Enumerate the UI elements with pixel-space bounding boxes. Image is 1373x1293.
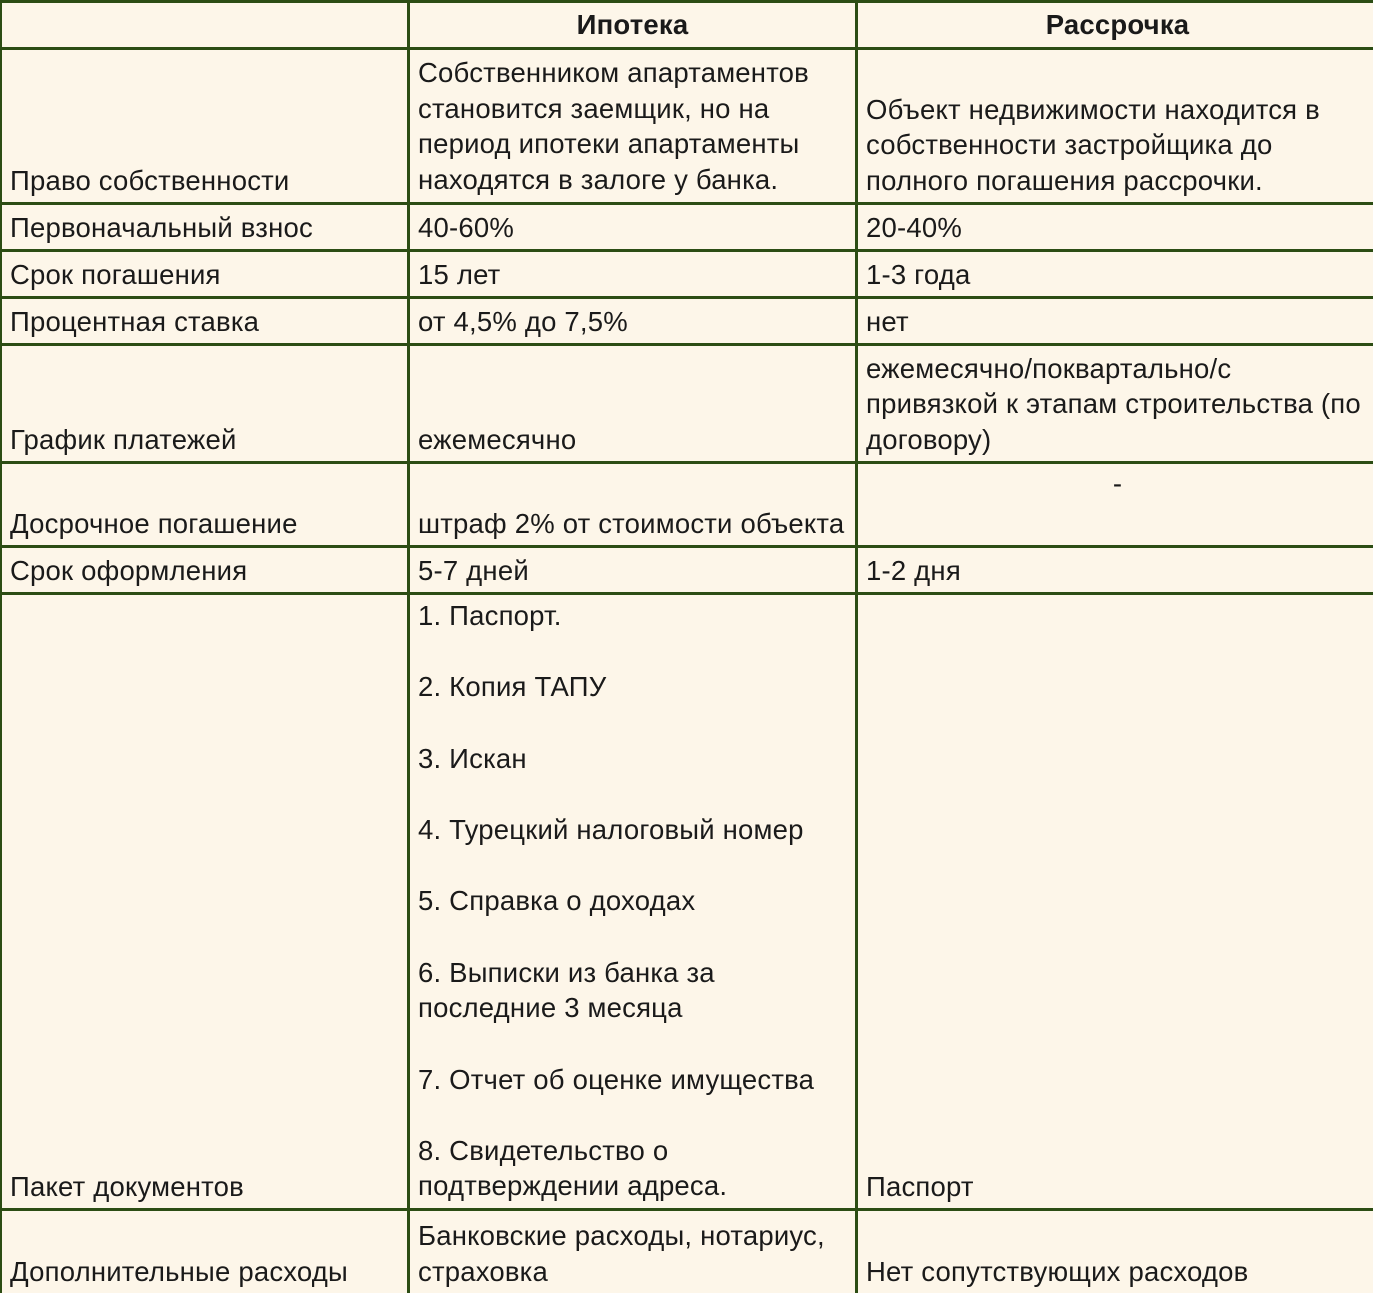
mortgage-interest-rate: от 4,5% до 7,5% <box>410 299 855 343</box>
row-label-payment-schedule: График платежей <box>2 346 407 461</box>
mortgage-repayment-term: 15 лет <box>410 252 855 296</box>
list-item: 8. Свидетельство о подтверждении адреса. <box>418 1134 728 1202</box>
installment-down-payment: 20-40% <box>858 205 1373 249</box>
installment-payment-schedule: ежемесячно/поквартально/с привязкой к этапам строительства (по договору) <box>858 346 1373 461</box>
installment-interest-rate: нет <box>858 299 1373 343</box>
row-label-additional-costs: Дополнительные расходы <box>2 1211 407 1293</box>
list-item: 7. Отчет об оценке имущества <box>418 1063 815 1095</box>
row-label-down-payment: Первоначальный взнос <box>2 205 407 249</box>
list-item: 1. Паспорт. <box>418 600 562 631</box>
row-label-early-repayment: Досрочное погашение <box>2 464 407 545</box>
row-label-repayment-term: Срок погашения <box>2 252 407 296</box>
list-item: 2. Копия ТАПУ <box>418 671 607 703</box>
row-label-ownership: Право собственности <box>2 50 407 202</box>
installment-documents: Паспорт <box>858 595 1373 1208</box>
mortgage-early-repayment: штраф 2% от стоимости объекта <box>410 464 855 545</box>
mortgage-payment-schedule: ежемесячно <box>410 346 855 461</box>
list-item: 5. Справка о доходах <box>418 885 696 917</box>
row-label-interest-rate: Процентная ставка <box>2 299 407 343</box>
row-label-processing-time: Срок оформления <box>2 548 407 592</box>
installment-early-repayment: - <box>858 464 1373 545</box>
list-item: 6. Выписки из банка за последние 3 месяца <box>418 956 715 1024</box>
mortgage-processing-time: 5-7 дней <box>410 548 855 592</box>
installment-processing-time: 1-2 дня <box>858 548 1373 592</box>
list-item: 3. Искан <box>418 742 527 774</box>
installment-additional-costs: Нет сопутствующих расходов <box>858 1211 1373 1293</box>
document-list <box>418 595 847 1204</box>
list-item: 4. Турецкий налоговый номер <box>418 814 804 846</box>
installment-repayment-term: 1-3 года <box>858 252 1373 296</box>
header-installment: Рассрочка <box>858 3 1373 47</box>
mortgage-additional-costs: Банковские расходы, нотариус, страховка <box>410 1211 855 1293</box>
installment-ownership: Объект недвижимости находится в собственности застройщика до полного погашения рассрочки. <box>858 50 1373 202</box>
header-mortgage: Ипотека <box>410 3 855 47</box>
header-empty-cell <box>2 3 407 47</box>
mortgage-down-payment: 40-60% <box>410 205 855 249</box>
mortgage-ownership: Собственником апартаментов становится заемщик, но на период ипотеки апартаменты находятся в залоге у банка. <box>410 50 855 202</box>
mortgage-documents <box>410 595 855 1208</box>
row-label-documents: Пакет документов <box>2 595 407 1208</box>
